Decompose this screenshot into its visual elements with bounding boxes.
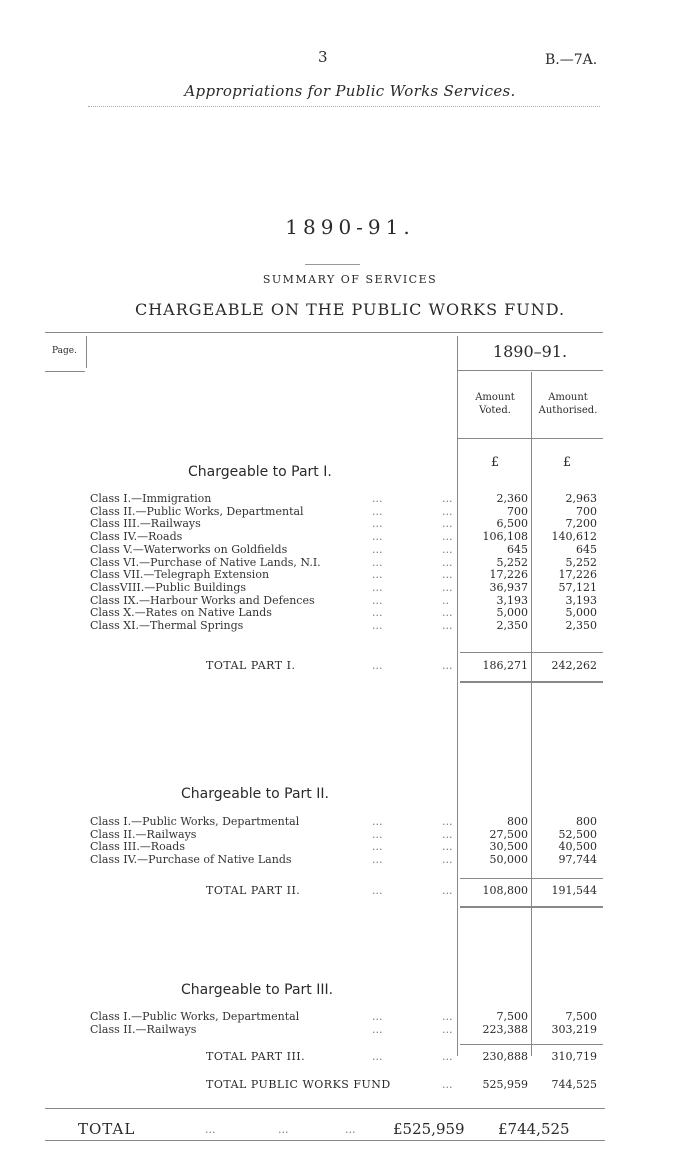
part2-class-row xyxy=(0,853,700,866)
part2-class-dots2: ... xyxy=(442,827,453,841)
part1-class-row xyxy=(0,606,700,619)
part2-class-authorised: 40,500 xyxy=(558,840,597,854)
part1-class-label: Class XI.—Thermal Springs xyxy=(90,619,244,632)
part1-class-authorised: 2,350 xyxy=(565,619,597,632)
part1-heading: Chargeable to Part I. xyxy=(188,464,332,480)
part1-class-dots1: ... xyxy=(372,619,383,632)
part1-class-label: Class X.—Rates on Native Lands xyxy=(90,606,272,620)
part1-class-dots1: ... xyxy=(372,555,383,569)
part1-total-dots1: ... xyxy=(372,659,383,672)
part1-total-voted: 186,271 xyxy=(482,659,528,672)
short-rule xyxy=(305,264,360,265)
year-header-rule xyxy=(457,370,603,371)
part3-total-authorised: 310,719 xyxy=(551,1050,597,1063)
part1-class-voted: 106,108 xyxy=(482,530,528,544)
part1-class-row xyxy=(0,505,700,518)
part1-class-label: Class VII.—Telegraph Extension xyxy=(90,568,270,582)
part3-class-authorised: 303,219 xyxy=(551,1022,597,1036)
part2-class-row xyxy=(0,828,700,841)
part1-class-dots2: ... xyxy=(442,492,453,505)
part3-total-dots2: ... xyxy=(442,1050,453,1063)
part1-class-dots1: ... xyxy=(372,492,383,505)
part2-class-authorised: 52,500 xyxy=(558,827,597,841)
authorised-column-header xyxy=(532,391,604,417)
part1-class-dots2: ... xyxy=(442,606,453,620)
page-subtitle: Appropriations for Public Works Services. xyxy=(184,82,516,100)
page-number: 3 xyxy=(318,48,328,66)
part1-class-authorised: 700 xyxy=(576,504,597,518)
part2-class-label: Class III.—Roads xyxy=(90,840,185,854)
part3-class-voted: 7,500 xyxy=(496,1010,528,1023)
part1-class-authorised: 57,121 xyxy=(558,580,597,594)
part1-class-dots1: ... xyxy=(372,504,383,518)
part1-class-row xyxy=(0,517,700,530)
part3-total-dots1: ... xyxy=(372,1050,383,1063)
part1-total-authorised: 242,262 xyxy=(551,659,597,672)
part1-class-voted: 17,226 xyxy=(489,568,528,582)
summary-heading: SUMMARY OF SERVICES xyxy=(262,273,438,286)
year-title: 1890-91. xyxy=(285,215,415,239)
part2-class-voted: 800 xyxy=(507,815,528,828)
authorised-currency-symbol: £ xyxy=(562,455,572,470)
part1-class-label: Class II.—Public Works, Departmental xyxy=(90,504,304,518)
part2-class-dots2: ... xyxy=(442,815,453,828)
part3-class-dots1: ... xyxy=(372,1022,383,1036)
part3-total-top-rule xyxy=(460,1044,603,1045)
page-column-header: Page. xyxy=(52,346,77,356)
part2-total-authorised: 191,544 xyxy=(551,884,597,897)
grand-total-authorised: £744,525 xyxy=(498,1120,570,1138)
voted-currency-symbol: £ xyxy=(490,455,500,470)
part1-class-authorised: 5,000 xyxy=(565,606,597,620)
page-column-divider xyxy=(86,336,87,368)
part1-class-label: Class I.—Immigration xyxy=(90,492,212,505)
part1-total-top-rule xyxy=(460,652,603,653)
part1-total-dots2: ... xyxy=(442,659,453,672)
part3-class-dots1: ... xyxy=(372,1010,383,1023)
part1-class-row xyxy=(0,594,700,607)
part2-total-label: TOTAL PART II. xyxy=(206,884,301,897)
part2-class-dots1: ... xyxy=(372,853,383,867)
grand-total-dots1: ... xyxy=(205,1123,216,1136)
part1-class-voted: 6,500 xyxy=(496,517,528,531)
part2-class-row xyxy=(0,815,700,828)
part1-class-label: Class III.—Railways xyxy=(90,517,201,531)
part1-class-dots1: ... xyxy=(372,530,383,544)
part1-class-authorised: 2,963 xyxy=(565,492,597,505)
part2-total-voted: 108,800 xyxy=(482,884,528,897)
part2-total-dots2: ... xyxy=(442,884,453,897)
part1-class-dots2: ... xyxy=(442,555,453,569)
part3-class-authorised: 7,500 xyxy=(565,1010,597,1023)
part2-total-bottom-rule xyxy=(460,906,603,908)
fund-total-authorised: 744,525 xyxy=(551,1078,597,1091)
year-column-header: 1890–91. xyxy=(492,342,568,361)
part1-class-voted: 3,193 xyxy=(496,593,528,607)
part1-class-dots2: ... xyxy=(442,517,453,531)
voted-column-header xyxy=(460,391,530,417)
part2-class-voted: 50,000 xyxy=(489,853,528,867)
part1-class-row xyxy=(0,581,700,594)
part1-class-label: Class V.—Waterworks on Goldfields xyxy=(90,542,288,556)
grand-total-bottom-rule xyxy=(45,1140,605,1141)
part1-class-voted: 700 xyxy=(507,504,528,518)
part1-class-dots2: .. xyxy=(442,593,449,607)
part2-class-authorised: 97,744 xyxy=(558,853,597,867)
part2-class-voted: 27,500 xyxy=(489,827,528,841)
grand-total-label: TOTAL xyxy=(78,1120,136,1138)
part3-class-voted: 223,388 xyxy=(482,1022,528,1036)
part1-class-dots2: ... xyxy=(442,580,453,594)
part1-class-label: ClassVIII.—Public Buildings xyxy=(90,580,247,594)
part1-class-dots2: ... xyxy=(442,504,453,518)
fund-total-label: TOTAL PUBLIC WORKS FUND xyxy=(206,1078,391,1091)
part3-class-row xyxy=(0,1023,700,1036)
part2-class-label: Class II.—Railways xyxy=(90,827,197,841)
part1-class-row xyxy=(0,543,700,556)
part2-class-row xyxy=(0,840,700,853)
voted-header-line1: Amount xyxy=(475,392,515,403)
part2-class-dots1: ... xyxy=(372,815,383,828)
grand-total-dots2: ... xyxy=(278,1123,289,1136)
part1-class-authorised: 645 xyxy=(576,542,597,556)
part1-class-dots1: ... xyxy=(372,517,383,531)
chargeable-heading: CHARGEABLE ON THE PUBLIC WORKS FUND. xyxy=(134,300,566,319)
authorised-header-line1: Amount xyxy=(548,392,588,403)
part1-class-label: Class IX.—Harbour Works and Defences xyxy=(90,593,315,607)
part1-class-dots2: ... xyxy=(442,542,453,556)
part1-class-dots1: ... xyxy=(372,542,383,556)
part1-class-dots1: ... xyxy=(372,568,383,582)
header-rule xyxy=(88,106,600,107)
part1-class-voted: 5,252 xyxy=(496,555,528,569)
fund-total-dots: ... xyxy=(442,1078,453,1091)
grand-total-top-rule xyxy=(45,1108,605,1109)
grand-total-voted: £525,959 xyxy=(393,1120,465,1138)
part2-total-dots1: ... xyxy=(372,884,383,897)
part2-total-top-rule xyxy=(460,878,603,879)
part1-class-dots2: ... xyxy=(442,619,453,632)
part1-class-voted: 645 xyxy=(507,542,528,556)
grand-total-dots3: ... xyxy=(345,1123,356,1136)
fund-total-voted: 525,959 xyxy=(482,1078,528,1091)
part3-class-row xyxy=(0,1010,700,1023)
column-divider xyxy=(531,372,532,1056)
part2-class-voted: 30,500 xyxy=(489,840,528,854)
part1-class-authorised: 17,226 xyxy=(558,568,597,582)
voted-header-line2: Voted. xyxy=(479,405,511,416)
part3-class-label: Class I.—Public Works, Departmental xyxy=(90,1010,300,1023)
part3-total-label: TOTAL PART III. xyxy=(206,1050,306,1063)
part2-class-dots2: ... xyxy=(442,853,453,867)
part1-class-label: Class VI.—Purchase of Native Lands, N.I. xyxy=(90,555,321,569)
authorised-header-line2: Authorised. xyxy=(538,405,598,416)
part1-class-voted: 2,350 xyxy=(496,619,528,632)
part1-class-authorised: 5,252 xyxy=(565,555,597,569)
part2-class-dots2: ... xyxy=(442,840,453,854)
part1-class-label: Class IV.—Roads xyxy=(90,530,183,544)
part1-class-row xyxy=(0,492,700,505)
page-column-rule xyxy=(45,371,85,372)
part2-class-dots1: ... xyxy=(372,827,383,841)
part3-heading: Chargeable to Part III. xyxy=(181,982,334,998)
part2-class-label: Class I.—Public Works, Departmental xyxy=(90,815,300,828)
part1-class-row xyxy=(0,568,700,581)
part3-class-dots2: ... xyxy=(442,1022,453,1036)
part1-class-authorised: 7,200 xyxy=(565,517,597,531)
part1-class-dots1: ... xyxy=(372,606,383,620)
part3-total-voted: 230,888 xyxy=(482,1050,528,1063)
part3-class-label: Class II.—Railways xyxy=(90,1022,197,1036)
part1-class-row xyxy=(0,556,700,569)
part1-total-bottom-rule xyxy=(460,681,603,683)
subheader-rule xyxy=(457,438,603,439)
part1-class-authorised: 3,193 xyxy=(565,593,597,607)
document-reference: B.—7A. xyxy=(545,52,598,68)
part1-class-authorised: 140,612 xyxy=(551,530,597,544)
part1-class-dots1: ... xyxy=(372,593,383,607)
voted-column-left-border xyxy=(457,336,458,1056)
part2-class-label: Class IV.—Purchase of Native Lands xyxy=(90,853,292,867)
table-top-rule xyxy=(45,332,603,333)
part2-class-authorised: 800 xyxy=(576,815,597,828)
part1-class-voted: 5,000 xyxy=(496,606,528,620)
part2-heading: Chargeable to Part II. xyxy=(181,786,329,802)
part3-class-dots2: ... xyxy=(442,1010,453,1023)
part1-class-row xyxy=(0,619,700,632)
part1-class-dots1: ... xyxy=(372,580,383,594)
part1-class-row xyxy=(0,530,700,543)
part1-class-dots2: ... xyxy=(442,530,453,544)
part1-total-label: TOTAL PART I. xyxy=(206,659,296,672)
part1-class-voted: 2,360 xyxy=(496,492,528,505)
part2-class-dots1: ... xyxy=(372,840,383,854)
part1-class-dots2: ... xyxy=(442,568,453,582)
part1-class-voted: 36,937 xyxy=(489,580,528,594)
